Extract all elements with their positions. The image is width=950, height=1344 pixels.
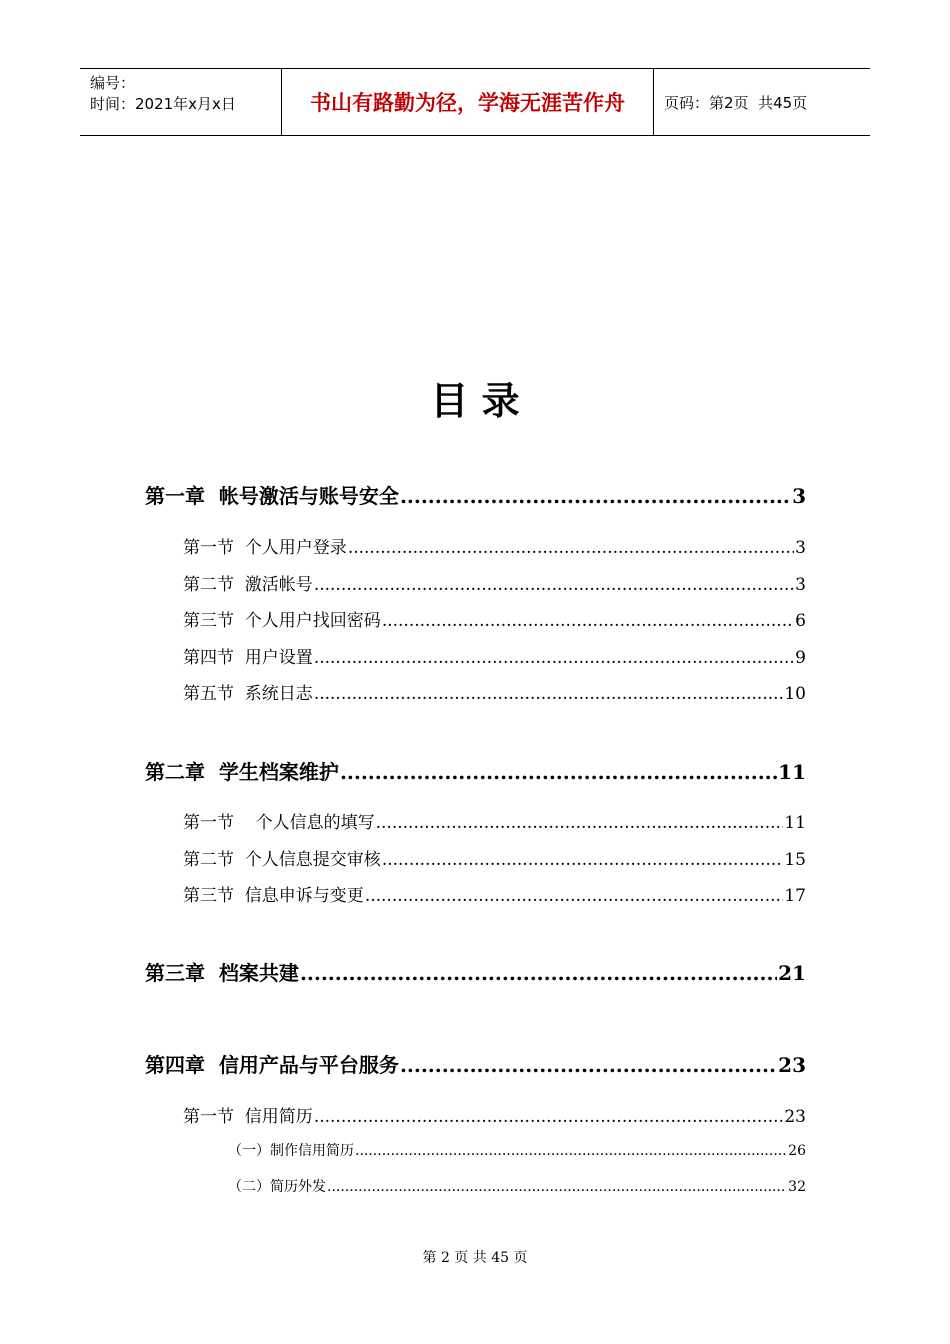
page-title: 目 录 — [430, 379, 520, 423]
toc-section[interactable] — [183, 533, 806, 558]
toc-page: 10 — [784, 684, 806, 704]
toc-chapter-2[interactable] — [145, 756, 806, 785]
toc-label: （二）简历外发 — [228, 1179, 326, 1195]
toc-leader — [400, 484, 791, 508]
toc-page: 15 — [784, 850, 806, 870]
toc-chapter-4[interactable] — [145, 1049, 806, 1078]
toc-leader — [400, 1053, 777, 1077]
toc-section[interactable] — [183, 570, 806, 595]
toc-leader — [340, 760, 777, 784]
header-motto: 书山有路勤为径，学海无涯苦作舟 — [282, 69, 654, 135]
header-time: 时间：2021年x月x日 — [90, 95, 236, 113]
toc-label: 第一章 帐号激活与账号安全 — [145, 484, 399, 508]
toc-leader — [382, 611, 794, 631]
header-page-info: 页码：第2页 共45页 — [664, 93, 808, 112]
toc-leader — [348, 538, 794, 558]
toc-page: 21 — [778, 961, 806, 985]
toc-section[interactable] — [183, 679, 806, 704]
toc-subsection[interactable] — [228, 1140, 806, 1160]
toc-label: 第三节 个人用户找回密码 — [183, 611, 381, 631]
toc-page: 11 — [778, 760, 806, 784]
toc-section[interactable] — [183, 808, 806, 833]
toc-page: 9 — [795, 648, 806, 668]
toc-page: 23 — [778, 1053, 806, 1077]
toc-page: 32 — [788, 1179, 806, 1195]
toc-section[interactable] — [183, 881, 806, 906]
toc-leader — [300, 961, 777, 985]
toc-chapter-3[interactable] — [145, 957, 806, 986]
toc-leader — [355, 1143, 787, 1159]
toc-label: 第一节 个人用户登录 — [183, 538, 347, 558]
header-meta — [80, 69, 282, 135]
toc-leader — [376, 813, 784, 833]
toc-page: 23 — [784, 1107, 806, 1127]
toc-label: 第三章 档案共建 — [145, 961, 299, 985]
header-number: 编号： — [90, 74, 136, 92]
toc-page: 26 — [788, 1143, 806, 1159]
toc-leader — [314, 1107, 784, 1127]
toc-leader — [327, 1179, 787, 1195]
toc-page: 3 — [792, 484, 806, 508]
toc-label: 第二节 激活帐号 — [183, 575, 313, 595]
toc-label: 第四节 用户设置 — [183, 648, 313, 668]
toc-label: 第三节 信息申诉与变更 — [183, 886, 364, 906]
page-footer: 第 2 页 共 45 页 — [422, 1250, 528, 1266]
toc-page: 3 — [795, 575, 806, 595]
toc-section[interactable] — [183, 606, 806, 631]
toc-section[interactable] — [183, 1102, 806, 1127]
toc-leader — [314, 648, 794, 668]
toc-section[interactable] — [183, 845, 806, 870]
toc-label: 第一节 信用简历 — [183, 1107, 313, 1127]
toc-label: （一）制作信用简历 — [228, 1143, 354, 1159]
toc-label: 第五节 系统日志 — [183, 684, 313, 704]
toc-label: 第二章 学生档案维护 — [145, 760, 339, 784]
toc-label: 第一节 个人信息的填写 — [183, 813, 375, 833]
toc-page: 11 — [784, 813, 806, 833]
toc-leader — [365, 886, 784, 906]
toc-page: 17 — [784, 886, 806, 906]
toc-leader — [382, 850, 784, 870]
toc-page: 3 — [795, 538, 806, 558]
toc-label: 第二节 个人信息提交审核 — [183, 850, 381, 870]
toc-section[interactable] — [183, 643, 806, 668]
toc-leader — [314, 684, 784, 704]
toc-leader — [314, 575, 794, 595]
toc-label: 第四章 信用产品与平台服务 — [145, 1053, 399, 1077]
toc-chapter-1[interactable] — [145, 480, 806, 509]
page-header — [80, 68, 870, 136]
toc-subsection[interactable] — [228, 1176, 806, 1196]
toc-page: 6 — [795, 611, 806, 631]
